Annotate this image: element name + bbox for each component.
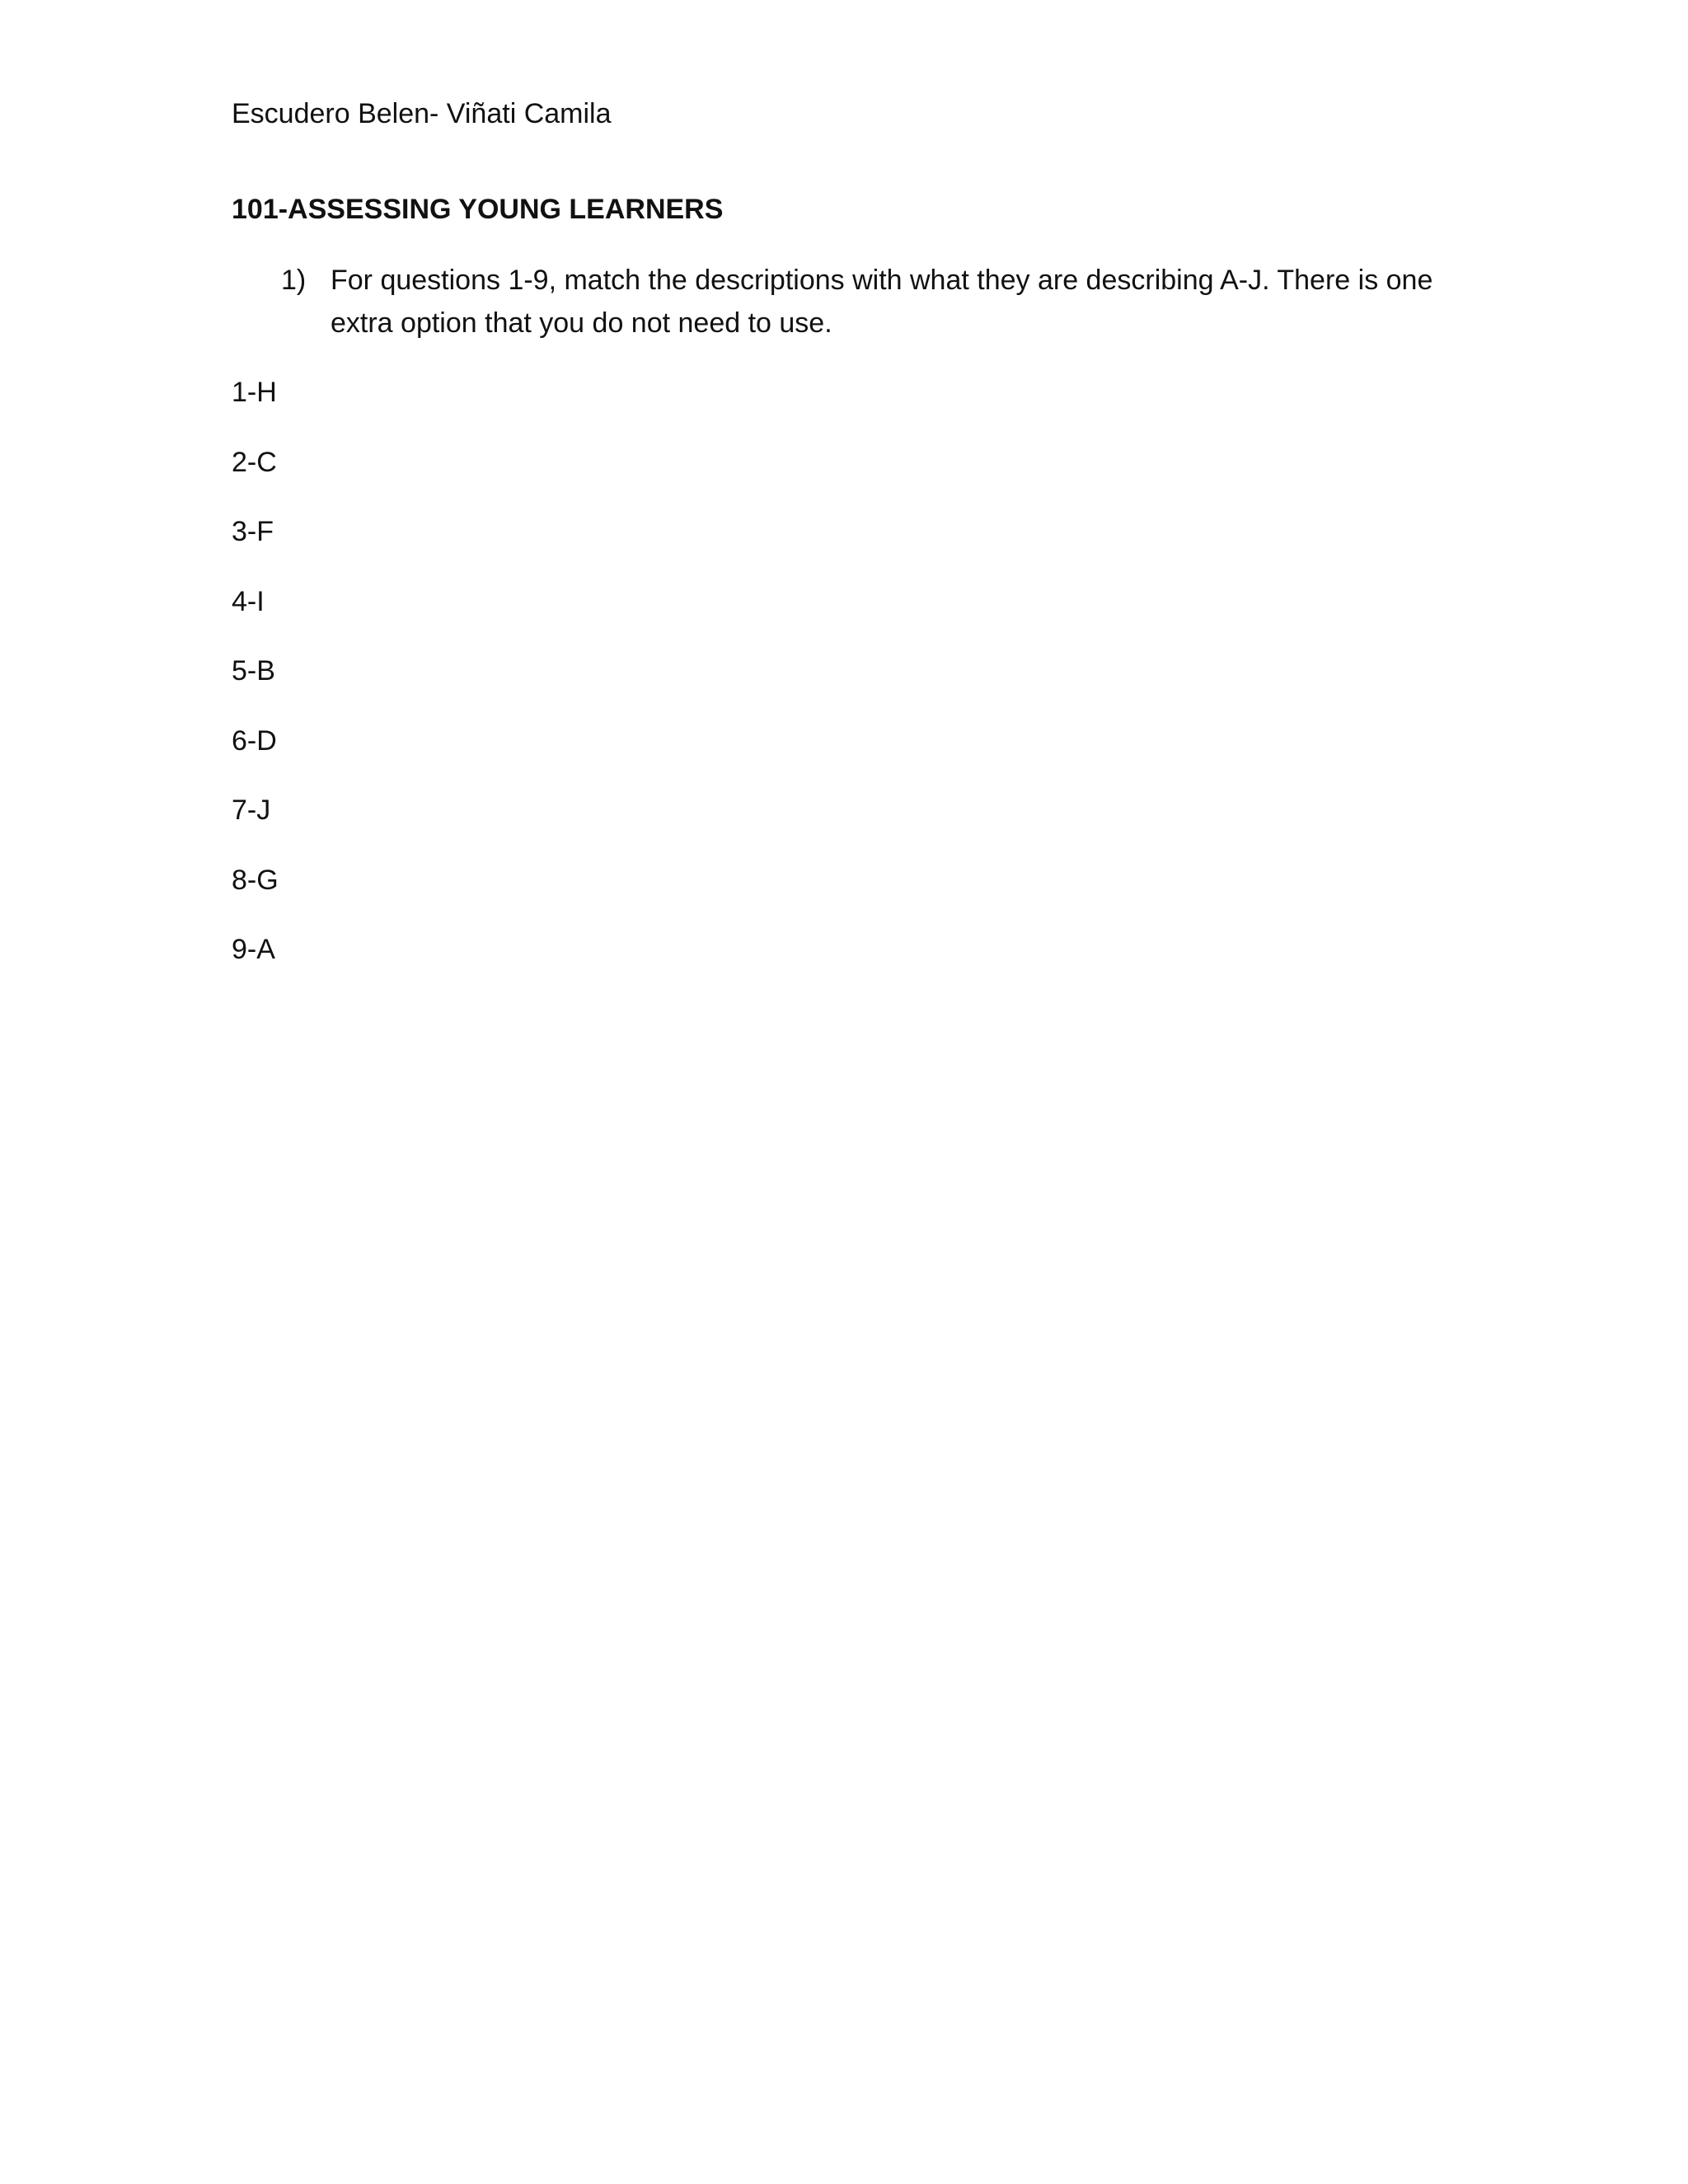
author-names: Escudero Belen- Viñati Camila bbox=[232, 98, 612, 129]
question-text: For questions 1-9, match the descriptions with what they are describing A-J. There is one extra option that you do not need to use. bbox=[331, 265, 1433, 339]
question-number: 1) bbox=[281, 265, 307, 296]
answer-item: 4-I bbox=[232, 585, 265, 617]
answer-item: 7-J bbox=[232, 794, 271, 826]
answer-item: 1-H bbox=[232, 377, 277, 408]
answer-item: 3-F bbox=[232, 516, 274, 547]
answer-item: 9-A bbox=[232, 934, 275, 965]
answer-item: 6-D bbox=[232, 724, 277, 757]
answer-item: 8-G bbox=[232, 864, 279, 896]
document-title: 101-ASSESSING YOUNG LEARNERS bbox=[232, 194, 724, 225]
answer-item: 2-C bbox=[232, 446, 277, 478]
answer-item: 5-B bbox=[232, 655, 275, 687]
answer-list bbox=[232, 374, 279, 1001]
